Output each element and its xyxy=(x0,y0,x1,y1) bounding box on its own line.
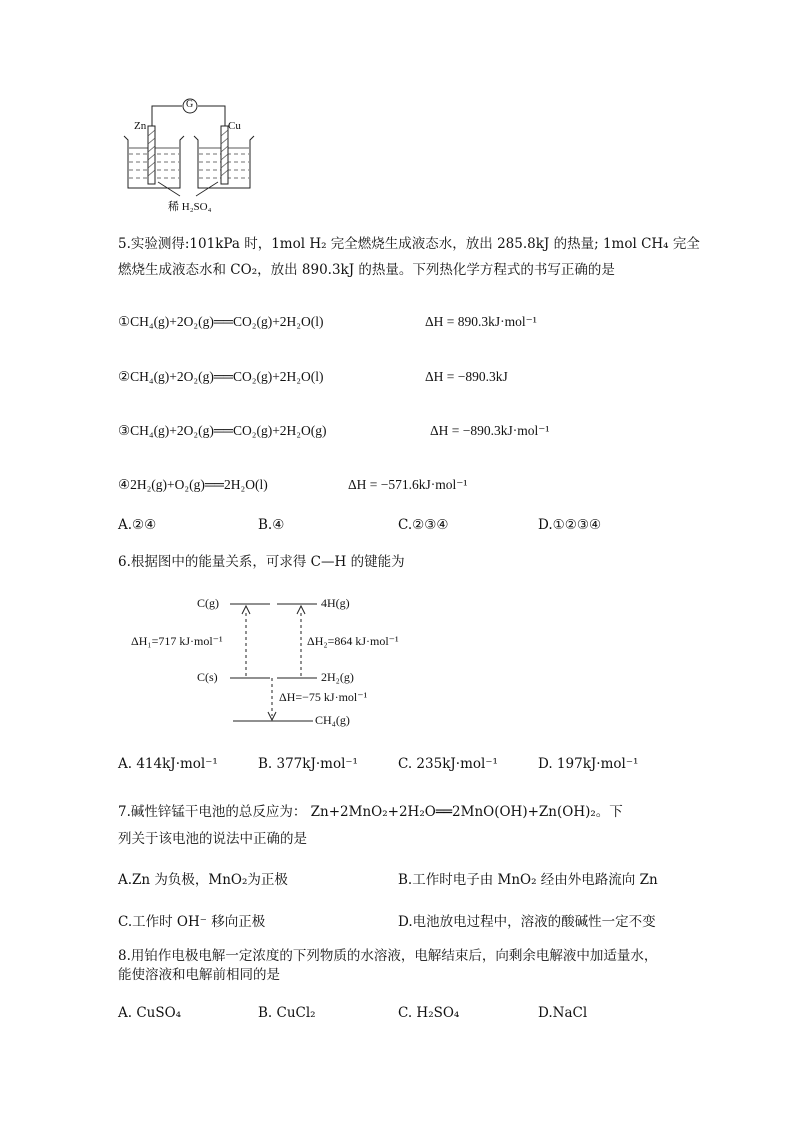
cu-label: Cu xyxy=(228,120,241,132)
q5-stem-line1: 5.实验测得:101kPa 时，1mol H₂ 完全燃烧生成液态水，放出 285.8kJ 的热量; 1mol CH₄ 完全 xyxy=(118,236,700,252)
q8-option-a[interactable]: A. CuSO₄ xyxy=(118,1005,182,1021)
q8-option-b[interactable]: B. CuCl₂ xyxy=(258,1005,316,1021)
q7-option-a[interactable]: A.Zn 为负极，MnO₂为正极 xyxy=(118,872,288,888)
q5-equation-1: ①CH₄(g)+2O₂(g)══CO₂(g)+2H₂O(l) xyxy=(118,314,324,329)
label-2h2-gas: 2H₂(g) xyxy=(321,670,354,684)
q6-option-a[interactable]: A. 414kJ·mol⁻¹ xyxy=(118,756,218,772)
q8-stem-line1: 8.用铂作电极电解一定浓度的下列物质的水溶液，电解结束后，向剩余电解液中加适量水， xyxy=(118,948,658,964)
q8-option-d[interactable]: D.NaCl xyxy=(538,1005,588,1021)
q7-stem-line1: 7.碱性锌锰干电池的总反应为： Zn+2MnO₂+2H₂O══2MnO(OH)+Zn(OH)₂。下 xyxy=(118,804,623,820)
q8-option-c[interactable]: C. H₂SO₄ xyxy=(398,1005,460,1021)
q5-equation-2-dh: ΔH = −890.3kJ xyxy=(425,369,508,384)
label-4h-gas: 4H(g) xyxy=(321,596,350,610)
galvanometer-label: G xyxy=(186,99,194,110)
q5-equation-4-dh: ΔH = −571.6kJ·mol⁻¹ xyxy=(348,477,468,492)
q7-option-c[interactable]: C.工作时 OH⁻ 移向正极 xyxy=(118,914,266,930)
q5-equation-4: ④2H₂(g)+O₂(g)══2H₂O(l) xyxy=(118,477,268,492)
q5-option-d[interactable]: D.①②③④ xyxy=(538,517,602,533)
zn-label: Zn xyxy=(134,120,147,132)
label-dh1: ΔH₁=717 kJ·mol⁻¹ xyxy=(131,634,223,648)
q5-stem-line2: 燃烧生成液态水和 CO₂，放出 890.3kJ 的热量。下列热化学方程式的书写正确的是 xyxy=(118,262,615,278)
label-c-solid: C(s) xyxy=(197,670,218,684)
q5-equation-1-dh: ΔH = 890.3kJ·mol⁻¹ xyxy=(425,314,537,329)
electrolyte-label: 稀 H₂SO₄ xyxy=(168,201,212,213)
q8-stem-line2: 能使溶液和电解前相同的是 xyxy=(118,967,280,983)
energy-diagram-drawing xyxy=(125,590,435,730)
q6-option-b[interactable]: B. 377kJ·mol⁻¹ xyxy=(258,756,358,772)
q6-stem: 6.根据图中的能量关系，可求得 C—H 的键能为 xyxy=(118,554,405,570)
label-ch4-gas: CH₄(g) xyxy=(315,713,350,727)
galvanic-cell-diagram xyxy=(118,96,258,216)
q7-option-b[interactable]: B.工作时电子由 MnO₂ 经由外电路流向 Zn xyxy=(398,872,658,888)
label-c-gas: C(g) xyxy=(197,596,219,610)
q5-equation-3-dh: ΔH = −890.3kJ·mol⁻¹ xyxy=(430,423,550,438)
label-dh: ΔH=−75 kJ·mol⁻¹ xyxy=(279,690,368,704)
label-dh2: ΔH₂=864 kJ·mol⁻¹ xyxy=(307,634,399,648)
q5-option-a[interactable]: A.②④ xyxy=(118,517,157,533)
q5-equation-2: ②CH₄(g)+2O₂(g)══CO₂(g)+2H₂O(l) xyxy=(118,369,324,384)
q6-option-c[interactable]: C. 235kJ·mol⁻¹ xyxy=(398,756,498,772)
q5-option-c[interactable]: C.②③④ xyxy=(398,517,449,533)
q5-equation-3: ③CH₄(g)+2O₂(g)══CO₂(g)+2H₂O(g) xyxy=(118,423,327,438)
energy-diagram xyxy=(125,590,435,730)
q6-option-d[interactable]: D. 197kJ·mol⁻¹ xyxy=(538,756,639,772)
q7-option-d[interactable]: D.电池放电过程中，溶液的酸碱性一定不变 xyxy=(398,914,656,930)
q5-option-b[interactable]: B.④ xyxy=(258,517,285,533)
q7-stem-line2: 列关于该电池的说法中正确的是 xyxy=(118,831,307,847)
